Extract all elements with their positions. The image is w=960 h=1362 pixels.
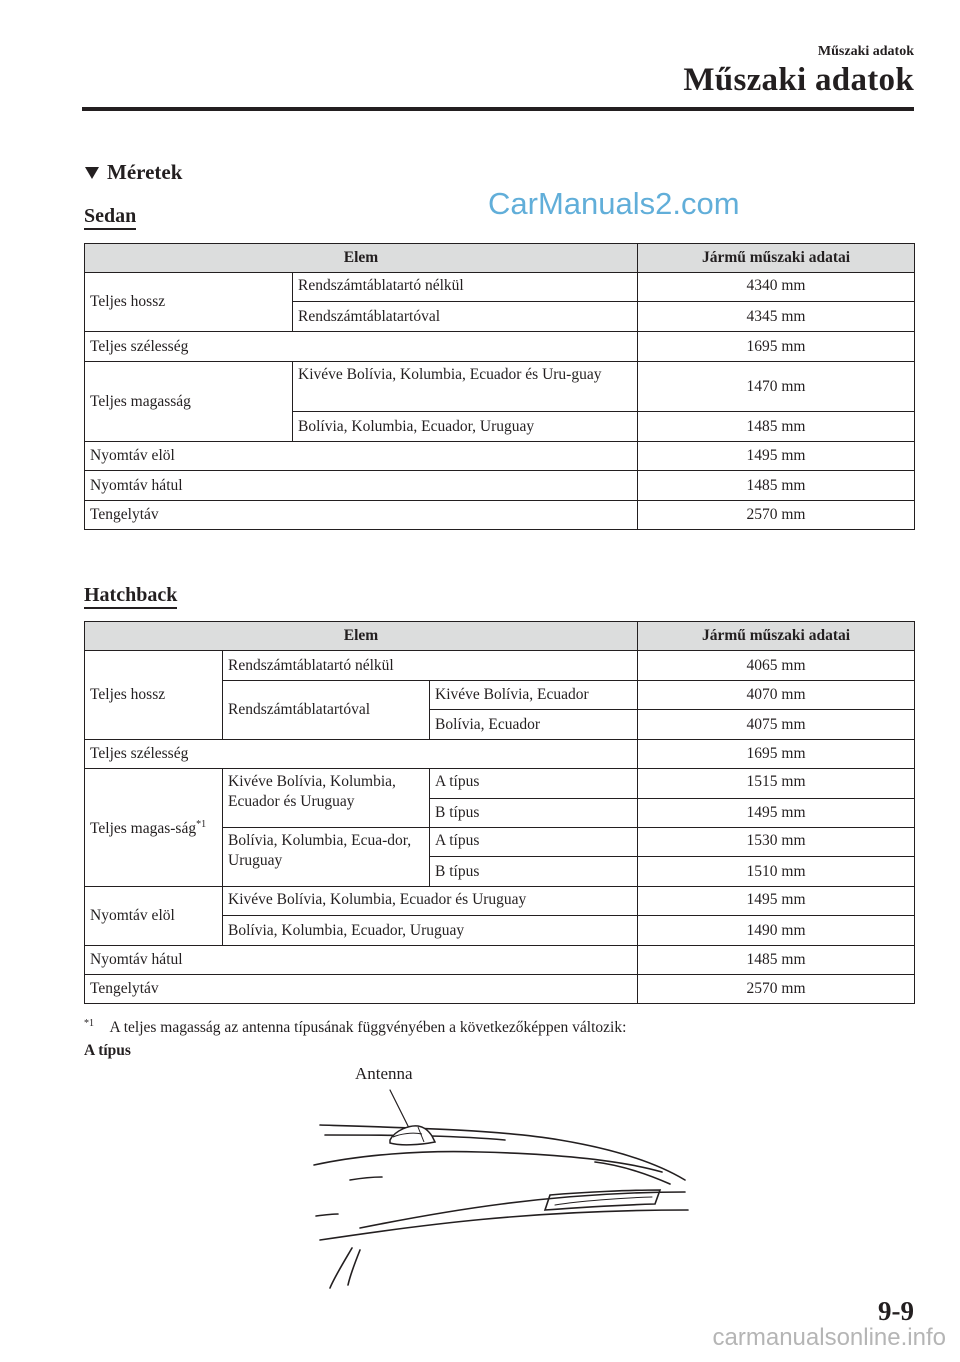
a-type-heading: A típus (84, 1042, 131, 1059)
row-label: Teljes szélesség (85, 332, 638, 362)
table-row (85, 471, 915, 501)
row-sublabel: Rendszámtáblatartóval (223, 681, 430, 740)
table-row (85, 975, 915, 1004)
row-value: 1530 mm (638, 828, 915, 857)
table-header-row (85, 622, 915, 651)
row-value: 4345 mm (638, 302, 915, 332)
row-sublabel: Rendszámtáblatartóval (293, 302, 638, 332)
triangle-down-icon (84, 166, 100, 180)
row-value: 1495 mm (638, 442, 915, 471)
hatchback-title: Hatchback (84, 584, 177, 609)
column-header-item: Elem (85, 622, 638, 651)
header-rule (82, 107, 914, 111)
table-row (85, 946, 915, 975)
table-row (85, 362, 915, 412)
row-value: 1490 mm (638, 916, 915, 946)
column-header-spec: Jármű műszaki adatai (638, 622, 915, 651)
page-number: 9-9 (878, 1296, 914, 1326)
row-value: 4065 mm (638, 651, 915, 681)
row-label: Tengelytáv (85, 975, 638, 1004)
row-value: 1485 mm (638, 946, 915, 975)
running-header-small: Műszaki adatok (817, 44, 914, 59)
column-header-spec: Jármű műszaki adatai (638, 244, 915, 273)
row-value: 4075 mm (638, 710, 915, 740)
row-type: B típus (430, 857, 638, 887)
row-value: 1515 mm (638, 769, 915, 799)
row-sublabel: Bolívia, Kolumbia, Ecuador, Uruguay (223, 916, 638, 946)
column-header-item: Elem (85, 244, 638, 273)
section-title: Méretek (107, 160, 183, 184)
sedan-dimensions-table (84, 243, 915, 530)
footnote-text: A teljes magasság az antenna típusának függvényében a következőképpen változik: (109, 1019, 627, 1036)
row-value: 1695 mm (638, 740, 915, 769)
footnote (84, 1018, 626, 1037)
row-value: 1495 mm (638, 799, 915, 828)
footnote-ref: *1 (196, 819, 207, 831)
row-sublabel: Bolívia, Ecuador (430, 710, 638, 740)
row-sublabel: Rendszámtáblatartó nélkül (293, 273, 638, 302)
row-sublabel: Bolívia, Kolumbia, Ecua-dor, Uruguay (223, 828, 430, 887)
row-label: Teljes magasság (85, 362, 293, 442)
antenna-callout-label: Antenna (355, 1064, 413, 1083)
row-label: Teljes szélesség (85, 740, 638, 769)
car-roof-antenna-illustration (300, 1080, 700, 1290)
row-label: Nyomtáv elöl (85, 887, 223, 946)
row-value: 1495 mm (638, 887, 915, 916)
table-row (85, 501, 915, 530)
table-row (85, 273, 915, 302)
row-label (85, 769, 223, 887)
row-sublabel: Kivéve Bolívia, Kolumbia, Ecuador és Uruguay (223, 887, 638, 916)
row-value: 1510 mm (638, 857, 915, 887)
row-label: Teljes hossz (85, 651, 223, 740)
row-label: Nyomtáv elöl (85, 442, 638, 471)
row-sublabel: Kivéve Bolívia, Kolumbia, Ecuador és Uru-guay (293, 362, 638, 412)
row-value: 4340 mm (638, 273, 915, 302)
table-row (85, 442, 915, 471)
table-row (85, 887, 915, 916)
row-value: 4070 mm (638, 681, 915, 710)
watermark-logo: CarManuals2.com (488, 186, 740, 221)
row-value: 1695 mm (638, 332, 915, 362)
row-label: Nyomtáv hátul (85, 471, 638, 501)
row-sublabel: Kivéve Bolívia, Kolumbia, Ecuador és Uruguay (223, 769, 430, 828)
table-row (85, 651, 915, 681)
row-sublabel: Kivéve Bolívia, Ecuador (430, 681, 638, 710)
table-row (85, 769, 915, 799)
row-type: B típus (430, 799, 638, 828)
height-label: Teljes magas-ság (90, 820, 197, 838)
row-label: Teljes hossz (85, 273, 293, 332)
row-type: A típus (430, 769, 638, 799)
row-sublabel: Rendszámtáblatartó nélkül (223, 651, 638, 681)
table-row (85, 332, 915, 362)
hatchback-dimensions-table (84, 621, 915, 1004)
row-type: A típus (430, 828, 638, 857)
footnote-mark: *1 (84, 1018, 94, 1029)
row-label: Tengelytáv (85, 501, 638, 530)
row-value: 1485 mm (638, 471, 915, 501)
row-value: 1470 mm (638, 362, 915, 412)
site-watermark: carmanualsonline.info (712, 1324, 946, 1351)
section-heading (84, 160, 182, 185)
table-row (85, 740, 915, 769)
row-value: 1485 mm (638, 412, 915, 442)
row-sublabel: Bolívia, Kolumbia, Ecuador, Uruguay (293, 412, 638, 442)
row-value: 2570 mm (638, 975, 915, 1004)
row-value: 2570 mm (638, 501, 915, 530)
running-header-title: Műszaki adatok (683, 62, 914, 98)
row-label: Nyomtáv hátul (85, 946, 638, 975)
table-header-row (85, 244, 915, 273)
sedan-title: Sedan (84, 205, 136, 230)
